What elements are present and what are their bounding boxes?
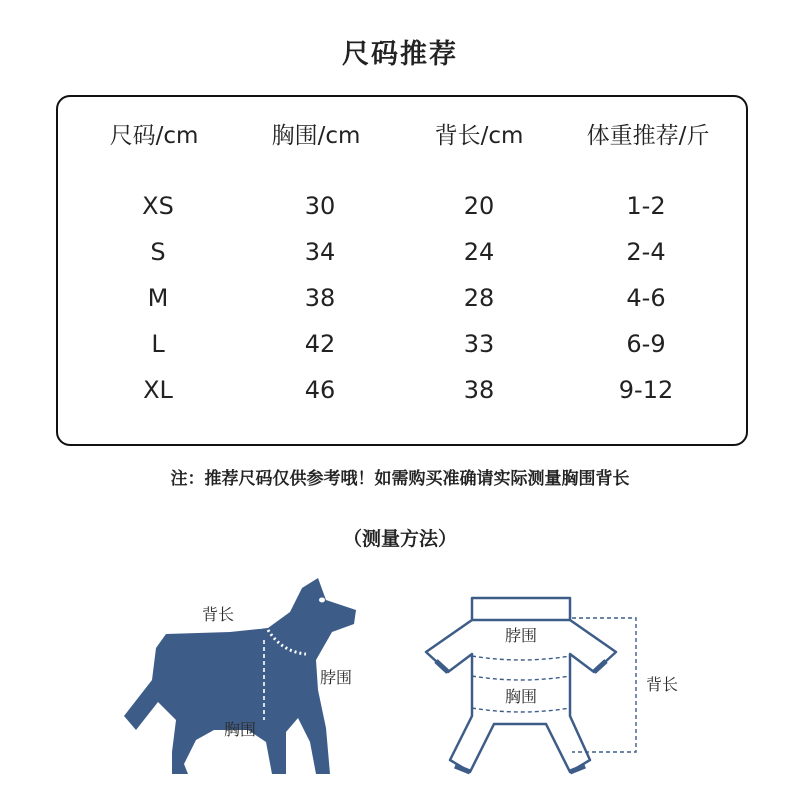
garment-back-label: 背长 bbox=[646, 675, 679, 694]
cell-size-xs: XS bbox=[142, 192, 174, 220]
header-size: 尺码/cm bbox=[109, 123, 199, 149]
measurement-method-title: （测量方法） bbox=[342, 528, 457, 550]
cell-weight-m: 4-6 bbox=[626, 284, 666, 312]
cell-back-xl: 38 bbox=[463, 376, 495, 404]
garment-neck-label: 脖围 bbox=[505, 626, 538, 645]
cell-chest-l: 42 bbox=[304, 330, 336, 358]
cell-back-l: 33 bbox=[463, 330, 495, 358]
cell-size-l: L bbox=[151, 330, 165, 358]
dog-neck-label: 脖围 bbox=[320, 668, 353, 687]
size-table bbox=[56, 95, 748, 446]
cell-size-s: S bbox=[150, 238, 166, 266]
garment-outline-icon bbox=[426, 598, 616, 772]
cell-weight-xs: 1-2 bbox=[626, 192, 666, 220]
page-title: 尺码推荐 bbox=[342, 39, 458, 70]
measurement-illustration bbox=[0, 560, 800, 800]
cell-chest-s: 34 bbox=[304, 238, 336, 266]
cell-back-s: 24 bbox=[463, 238, 495, 266]
header-weight: 体重推荐/斤 bbox=[586, 123, 710, 149]
header-back-length: 背长/cm bbox=[434, 123, 524, 149]
dog-chest-label: 胸围 bbox=[224, 720, 257, 739]
cell-chest-m: 38 bbox=[304, 284, 336, 312]
garment-chest-label: 胸围 bbox=[505, 687, 538, 706]
size-note: 注：推荐尺码仅供参考哦！如需购买准确请实际测量胸围背长 bbox=[170, 469, 630, 489]
cell-back-xs: 20 bbox=[463, 192, 495, 220]
cell-size-m: M bbox=[147, 284, 169, 312]
cell-size-xl: XL bbox=[143, 376, 173, 404]
cell-weight-s: 2-4 bbox=[626, 238, 666, 266]
dog-back-label: 背长 bbox=[202, 605, 235, 624]
cell-chest-xl: 46 bbox=[304, 376, 336, 404]
cell-weight-xl: 9-12 bbox=[618, 376, 674, 404]
cell-back-m: 28 bbox=[463, 284, 495, 312]
cell-chest-xs: 30 bbox=[304, 192, 336, 220]
cell-weight-l: 6-9 bbox=[626, 330, 666, 358]
header-chest: 胸围/cm bbox=[271, 123, 361, 149]
